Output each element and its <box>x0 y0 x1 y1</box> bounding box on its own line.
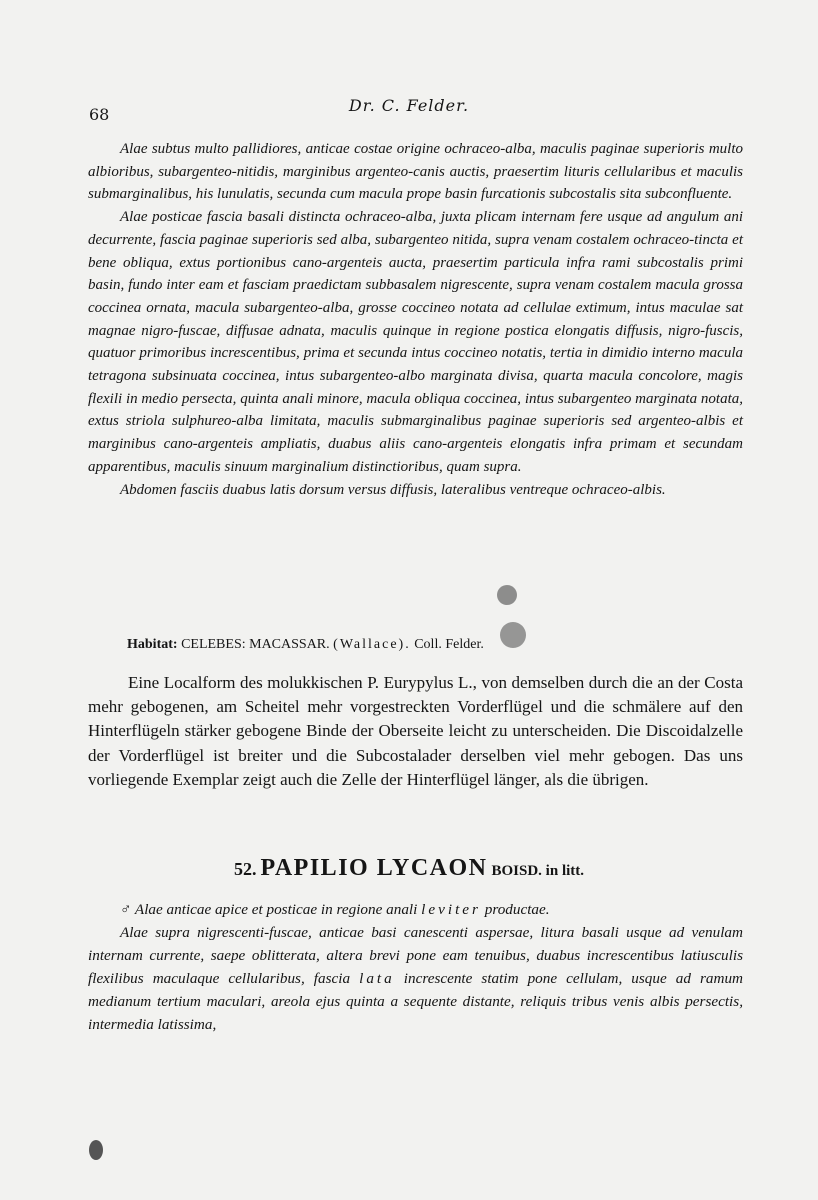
second-description <box>88 898 743 1037</box>
ink-stain <box>497 585 517 605</box>
ink-stain <box>500 622 526 648</box>
upperside-text-a: Alae supra nigrescenti-fuscae, anticae basi canescenti aspersae, litura basali usque ad venulam internam currente, saepe oblitterata, altera brevi pone eam tenuibus, duabus increscentibus latiusculis flexilibus maculaque cellularibus, fascia <box>88 924 743 988</box>
habitat-label: Habitat: <box>127 637 178 652</box>
upperside-spaced: lata <box>359 970 395 988</box>
upperside-text-b: increscente statim pone cellulam, usque ad ramum medianum tertium maculari, areola ejus quinta a sequente distante, reliquis tribus venis albis persectis, intermedia latissima, <box>88 970 744 1034</box>
species-authority: BOISD. in litt. <box>491 863 585 879</box>
species-name: PAPILIO LYCAON <box>260 855 488 881</box>
latin-description <box>88 138 743 501</box>
sex-line-text-b: productae. <box>484 901 550 918</box>
habitat-location: CELEBES: MACASSAR. <box>181 637 330 652</box>
species-heading <box>0 855 818 882</box>
abdomen-paragraph: Abdomen fasciis duabus latis dorsum versus diffusis, lateralibus ventreque ochraceo-albis. <box>120 481 666 498</box>
male-symbol: ♂ <box>120 901 132 918</box>
species-number: 52. <box>233 859 257 879</box>
posticae-paragraph: Alae posticae fascia basali distincta ochraceo-alba, juxta plicam internam fere usque ad angulum ani decurrente, fascia paginae superioris sed alba, subargenteo nitida, supra venam costalem ochraceo-tincta et bene obliqua, extus portionibus cano-argenteis aucta, praesertim particula infra rami subcostalis primi basin, fundo inter eam et fasciam praedictam subbasalem nigrescente, supra venam costalem macula grossa coccinea ornata, macula subargenteo-alba, grosse coccineo notata ad cellulae extimum, intus maculae sat magnae nigro-fuscae, diffusae adnata, maculis quinque in regione postica elongatis diffusis, nigro-fuscis, quatuor primoribus increscentibus, prima et secunda intus coccineo notatis, tertia in dimidio interno macula tetragona subsinuata coccinea, intus subargenteo-albo marginata divisa, quarta macula concolore, magis flexili in medio persecta, quinta anali minore, macula obliqua coccinea, intus subargenteo marginata notata, extus striola sulphureo-alba limitata, maculis submarginalibus paginae superioris sed argenteo-albis et marginibus cano-argenteis ampliatis, duabus aliis cano-argenteis elongatis infra primam et secundam apparentibus, maculis sinuum marginalium distinctioribus, quam supra. <box>88 209 743 475</box>
upperside-paragraph <box>88 921 743 1036</box>
german-paragraph: Eine Localform des molukkischen P. Eurypylus L., von demselben durch die an der Costa mehr gebogenen, am Scheitel mehr vorgestreckten Vorderflügel und die schmälere auf den Hinterflügeln stärker gebogene Binde der Oberseite leicht zu unterscheiden. Die Discoidalzelle der Vorderflügel ist breiter und die Subcostalader derselben viel mehr gebogen. Das uns vorliegende Exemplar zeigt auch die Zelle der Hinterflügel länger, als die übrigen. <box>88 673 743 789</box>
sex-line-spaced: leviter <box>421 901 481 918</box>
running-head: Dr. C. Felder. <box>348 96 470 115</box>
german-remarks <box>88 671 743 792</box>
ink-spot <box>89 1140 103 1160</box>
page-number: 68 <box>89 105 110 124</box>
habitat-collector: (Wallace). <box>333 637 411 652</box>
underside-paragraph: Alae subtus multo pallidiores, anticae costae origine ochraceo-alba, maculis paginae superioris multo albioribus, subargenteo-nitidis, marginibus argenteo-canis auctis, praesertim lituris cellularibus et maculis submarginalibus, his lunulatis, secunda cum macula prope basin furcationis subcostalis sita subconfluente. <box>88 141 743 203</box>
habitat-collection: Coll. Felder. <box>414 637 484 652</box>
sex-line <box>88 898 743 921</box>
habitat-line <box>127 637 484 653</box>
sex-line-text-a: Alae anticae apice et posticae in regione anali <box>134 901 418 918</box>
